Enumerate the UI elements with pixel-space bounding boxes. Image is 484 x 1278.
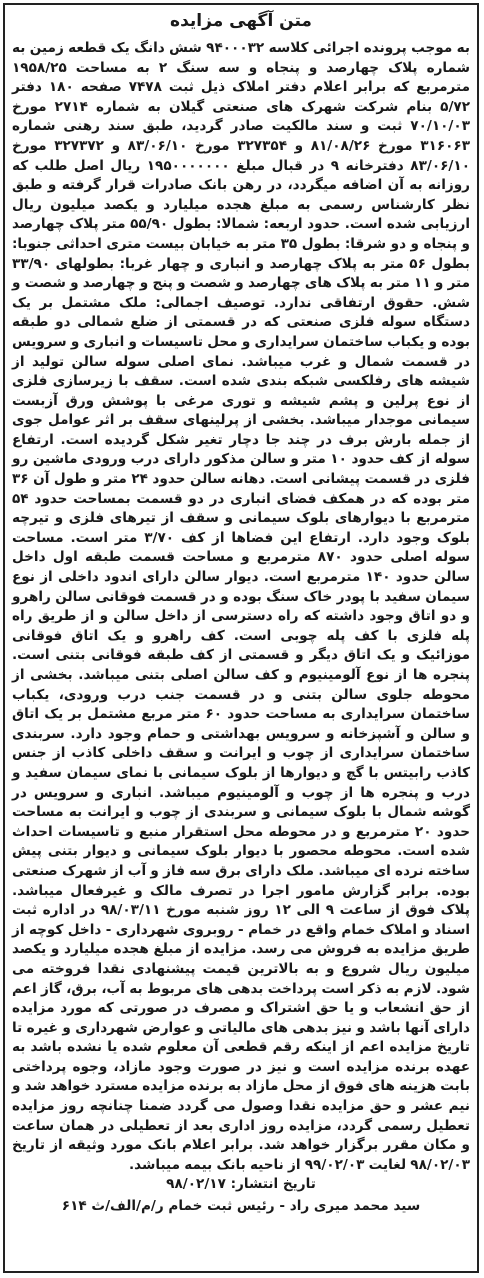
signature-line: سید محمد میری راد - رئیس ثبت خمام ر/م/الف/ث ۶۱۴ [61,1198,421,1215]
auction-notice [3,3,479,1273]
notice-title: متن آگهی مزایده [170,11,312,31]
publish-date: تاریخ انتشار: ۹۸/۰۲/۱۷ [166,1176,316,1193]
notice-footer [5,1175,477,1216]
notice-body: به موجب پرونده اجرائی کلاسه ۹۴۰۰۰۳۲ شش دانگ یک قطعه زمین به شماره پلاک چهارصد و پنجاه و سه سنگ ۲ به مساحت ۱۹۵۸/۲۵ مترمربع که برابر اعلام دفتر املاک ذیل ثبت ۷۴۷۸ صفحه ۱۸۰ دفتر ۵/۷۲ بنام شرکت شهرک های صنعتی گیلان به شماره ۲۷۱۴ مورخ ۷۰/۱۰/۰۳ ثبت و سند مالکیت صادر گردید، طبق سند رهنی شماره ۳۱۶۰۶۳ مورخ ۸۱/۰۸/۲۶ و ۳۲۷۳۵۴ مورخ ۸۳/۰۶/۱۰ و ۳۲۷۳۷۲ مورخ ۸۳/۰۶/۱۰ دفترخانه ۹ در قبال مبلغ ۱۹۵۰۰۰۰۰۰۰ ریال اصل طلب که روزانه به آن اضافه میگردد، در رهن بانک صادرات قرار گرفته و طبق نظر کارشناس رسمی به مبلغ هجده میلیارد و یکصد میلیون ریال ارزیابی شده است. حدود اربعه: شمالا: بطول ۵۵/۹۰ متر پلاک چهارصد و پنجاه و دو شرقا: بطول ۳۵ متر به خیابان بیست متری احداثی جنوبا: بطول ۵۶ متر به پلاک چهارصد و انباری و چهار غربا: بطولهای ۳۳/۹۰ متر و ۱۱ متر به پلاک های چهارصد و شصت و پنج و چهارصد و شصت و شش. حقوق ارتفاقی ندارد. توصیف اجمالی: ملک مشتمل بر یک دستگاه سوله فلزی صنعتی که در قسمتی از ضلع شمالی دو طبقه بوده و یکباب ساختمان سرایداری و محل تاسیسات و انباری و سرویس در قسمت شمال و غرب میباشد. نمای اصلی سوله سالن تولید از شیشه های رفلکسی شبکه بندی شده است. سقف با زیرسازی فلزی از نوع پرلین و پشم شیشه و توری مرغی با پوشش ورق آزبست سیمانی موجدار میباشد. بخشی از پرلینهای سقف بر اثر عوامل جوی از جمله بارش برف در چند جا دچار تغیر شکل گردیده است. ارتفاع سوله از کف حدود ۱۰ متر و سالن مذکور دارای درب ورودی ماشین رو فلزی در قسمت پیشانی است. دهانه سالن حدود ۲۴ متر و طول آن ۳۶ متر بوده که در همکف فضای انباری در دو قسمت بمساحت حدود ۵۴ مترمربع با دیوارهای بلوک سیمانی و سقف از تیرهای فلزی و تیرچه بلوک وجود دارد. ارتفاع این فضاها از کف ۳/۷۰ متر است. مساحت سوله اصلی حدود ۸۷۰ مترمربع و مساحت قسمت طبقه اول داخل سالن حدود ۱۴۰ مترمربع است. دیوار سالن دارای اندود داخلی از نوع سیمان سفید با پودر خاک سنگ بوده و در قسمت فوقانی سالن راهرو و دو اتاق وجود داشته که راه دسترسی از داخل سالن و از طریق راه پله فلزی با کف پله چوبی است. کف راهرو و یک اتاق فوقانی موزائیک و یک اتاق دیگر و قسمتی از کف طبقه فوقانی بتنی است. پنجره ها از نوع آلومینیوم و کف سالن اصلی بتنی میباشد. بخشی از محوطه جلوی سالن بتنی و در قسمت جنب درب ورودی، یکباب ساختمان سرایداری به مساحت حدود ۶۰ متر مربع مشتمل بر یک اتاق و سالن و آشپزخانه و سرویس بهداشتی و حمام وجود دارد. سربندی ساختمان سرایداری از چوب و ایرانت و سقف داخلی کاذب از جنس کاذب رابیتس با گچ و دیوارها از بلوک سیمانی با نمای سیمان سفید و درب و پنجره ها از چوب و آلومینیوم میباشد. انباری و سرویس در گوشه شمال با بلوک سیمانی و سربندی از چوب و ایرانت به مساحت حدود ۲۰ مترمربع و در محوطه محل استقرار منبع و تاسیسات احداث شده است. محوطه محصور با دیوار بلوک سیمانی و دیوار بتنی پیش ساخته نرده ای میباشد. ملک دارای برق سه فاز و آب از شهرک صنعتی بوده. برابر گزارش مامور اجرا در تصرف مالک و غیرفعال میباشد. پلاک فوق از ساعت ۹ الی ۱۲ روز شنبه مورخ ۹۸/۰۳/۱۱ در اداره ثبت اسناد و املاک خمام واقع در خمام - روبروی شهرداری - داخل کوچه از طریق مزایده به فروش می رسد. مزایده از مبلغ هجده میلیارد و یکصد میلیون ریال شروع و به بالاترین قیمت پیشنهادی نقدا فروخته می شود. لازم به ذکر است پرداخت بدهی های مربوط به آب، برق، گاز اعم از حق انشعاب و یا حق اشتراک و مصرف در صورتی که مورد مزایده دارای آنها باشد و نیز بدهی های مالیاتی و عوارض شهرداری و غیره تا تاریخ مزایده اعم از اینکه رقم قطعی آن معلوم شده یا نشده باشد به عهده برنده مزایده است و نیز در صورت وجود مازاد، وجوه پرداختی بابت هزینه های فوق از محل مازاد به برنده مزایده مسترد خواهد شد و نیم عشر و حق مزایده نقدا وصول می گردد ضمنا چنانچه روز مزایده تعطیل رسمی گردد، مزایده روز اداری بعد از تعطیلی در همان ساعت و مکان مقرر برگزار خواهد شد. برابر اعلام بانک مورد وثیقه از تاریخ ۹۸/۰۲/۰۳ لغایت ۹۹/۰۲/۰۳ از ناحیه بانک بیمه میباشد. [12,40,471,1173]
